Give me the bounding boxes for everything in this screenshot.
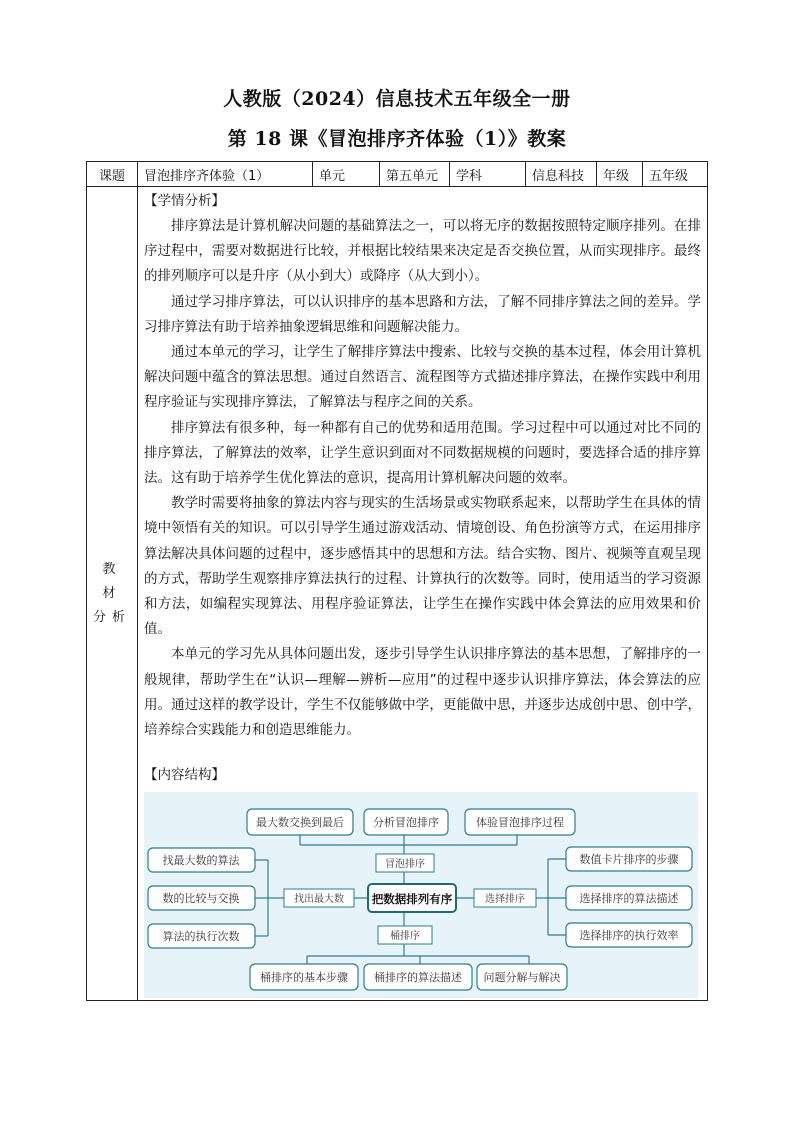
right-column (566, 847, 692, 947)
section-heading-structure: 【内容结构】 (144, 767, 225, 784)
diagram-link-label: 桶排序 (390, 931, 420, 943)
top-row (247, 809, 575, 835)
diagram-node: 数的比较与交换 (162, 892, 240, 906)
section-heading-learning: 【学情分析】 (144, 193, 225, 209)
left-column (148, 848, 255, 948)
diagram-node: 问题分解与解决 (483, 971, 561, 985)
grade-label: 年级 (597, 162, 643, 187)
textbook-analysis-label: 教 材 分析 (87, 187, 138, 1001)
topic-label: 课题 (87, 162, 138, 187)
grade-value: 五年级 (643, 162, 708, 187)
diagram-link-label: 选择排序 (485, 894, 525, 906)
diagram-node: 分析冒泡排序 (373, 816, 439, 830)
paragraph: 排序算法是计算机解决问题的基础算法之一，可以将无序的数据按照特定顺序排列。在排序过程中，需要对数据进行比较，并根据比较结果来决定是否交换位置，从而实现排序。最终的排列顺序可以是升序（从小到大）或降序（从大到小）。 (144, 218, 701, 285)
diagram-node: 算法的执行次数 (162, 930, 240, 944)
paragraph: 通过本单元的学习，让学生了解排序算法中搜索、比较与交换的基本过程，体会用计算机解决问题中蕴含的算法思想。通过自然语言、流程图等方式描述排序算法，在操作实践中利用程序验证与实现排序算法，了解算法与程序之间的关系。 (144, 344, 701, 411)
subject-value: 信息科技 (526, 162, 597, 187)
diagram-node: 选择排序的算法描述 (579, 892, 679, 906)
content-structure-diagram (144, 792, 698, 998)
diagram-link-label: 冒泡排序 (385, 859, 425, 871)
diagram-node: 找最大数的算法 (162, 854, 240, 868)
diagram-center-node: 把数据排列有序 (371, 892, 453, 907)
analysis-content (138, 187, 708, 1001)
diagram-node: 桶排序的基本步骤 (260, 971, 348, 985)
bottom-row (250, 964, 567, 990)
unit-label: 单元 (313, 162, 380, 187)
unit-value: 第五单元 (380, 162, 450, 187)
document-title: 人教版（2024）信息技术五年级全一册 (223, 88, 571, 110)
topic-value: 冒泡排序齐体验（1） (138, 162, 313, 187)
analysis-row (87, 187, 708, 1001)
diagram-node: 最大数交换到最后 (256, 816, 344, 830)
paragraph: 教学时需要将抽象的算法内容与现实的生活场景或实物联系起来，以帮助学生在具体的情境中领悟有关的知识。可以引导学生通过游戏活动、情境创设、角色扮演等方式，在运用排序算法解决具体问题的过程中，逐步感悟其中的思想和方法。结合实物、图片、视频等直观呈现的方式，帮助学生观察排序算法执行的过程、计算执行的次数等。同时，使用适当的学习资源和方法，如编程实现算法、用程序验证算法，让学生在操作实践中体会算法的应用效果和价值。 (144, 495, 701, 638)
paragraph: 本单元的学习先从具体问题出发，逐步引导学生认识排序算法的基本思想，了解排序的一般规律，帮助学生在“认识—理解—辨析—应用”的过程中逐步认识排序算法，体会算法的应用。通过这样的教学设计，学生不仅能够做中学，更能做中思，并逐步达成创中思、创中学，培养综合实践能力和创造思维能力。 (144, 646, 701, 739)
diagram-node: 数值卡片排序的步骤 (579, 853, 679, 867)
diagram-node: 桶排序的算法描述 (374, 971, 462, 985)
paragraph: 通过学习排序算法，可以认识排序的基本思路和方法，了解不同排序算法之间的差异。学习排序算法有助于培养抽象逻辑思维和问题解决能力。 (144, 293, 701, 335)
diagram-node: 体验冒泡排序过程 (476, 816, 564, 830)
lesson-plan-table (86, 161, 708, 1001)
lesson-title: 第 18 课《冒泡排序齐体验（1）》教案 (227, 128, 567, 150)
diagram-node: 选择排序的执行效率 (579, 929, 679, 943)
paragraph: 排序算法有很多种，每一种都有自己的优势和适用范围。学习过程中可以通过对比不同的排序算法，了解算法的效率，让学生意识到面对不同数据规模的问题时，要选择合适的排序算法。这有助于培养学生优化算法的意识，提高用计算机解决问题的效率。 (144, 419, 701, 487)
header-row (87, 162, 708, 187)
subject-label: 学科 (450, 162, 526, 187)
diagram-link-label: 找出最大数 (294, 894, 344, 906)
